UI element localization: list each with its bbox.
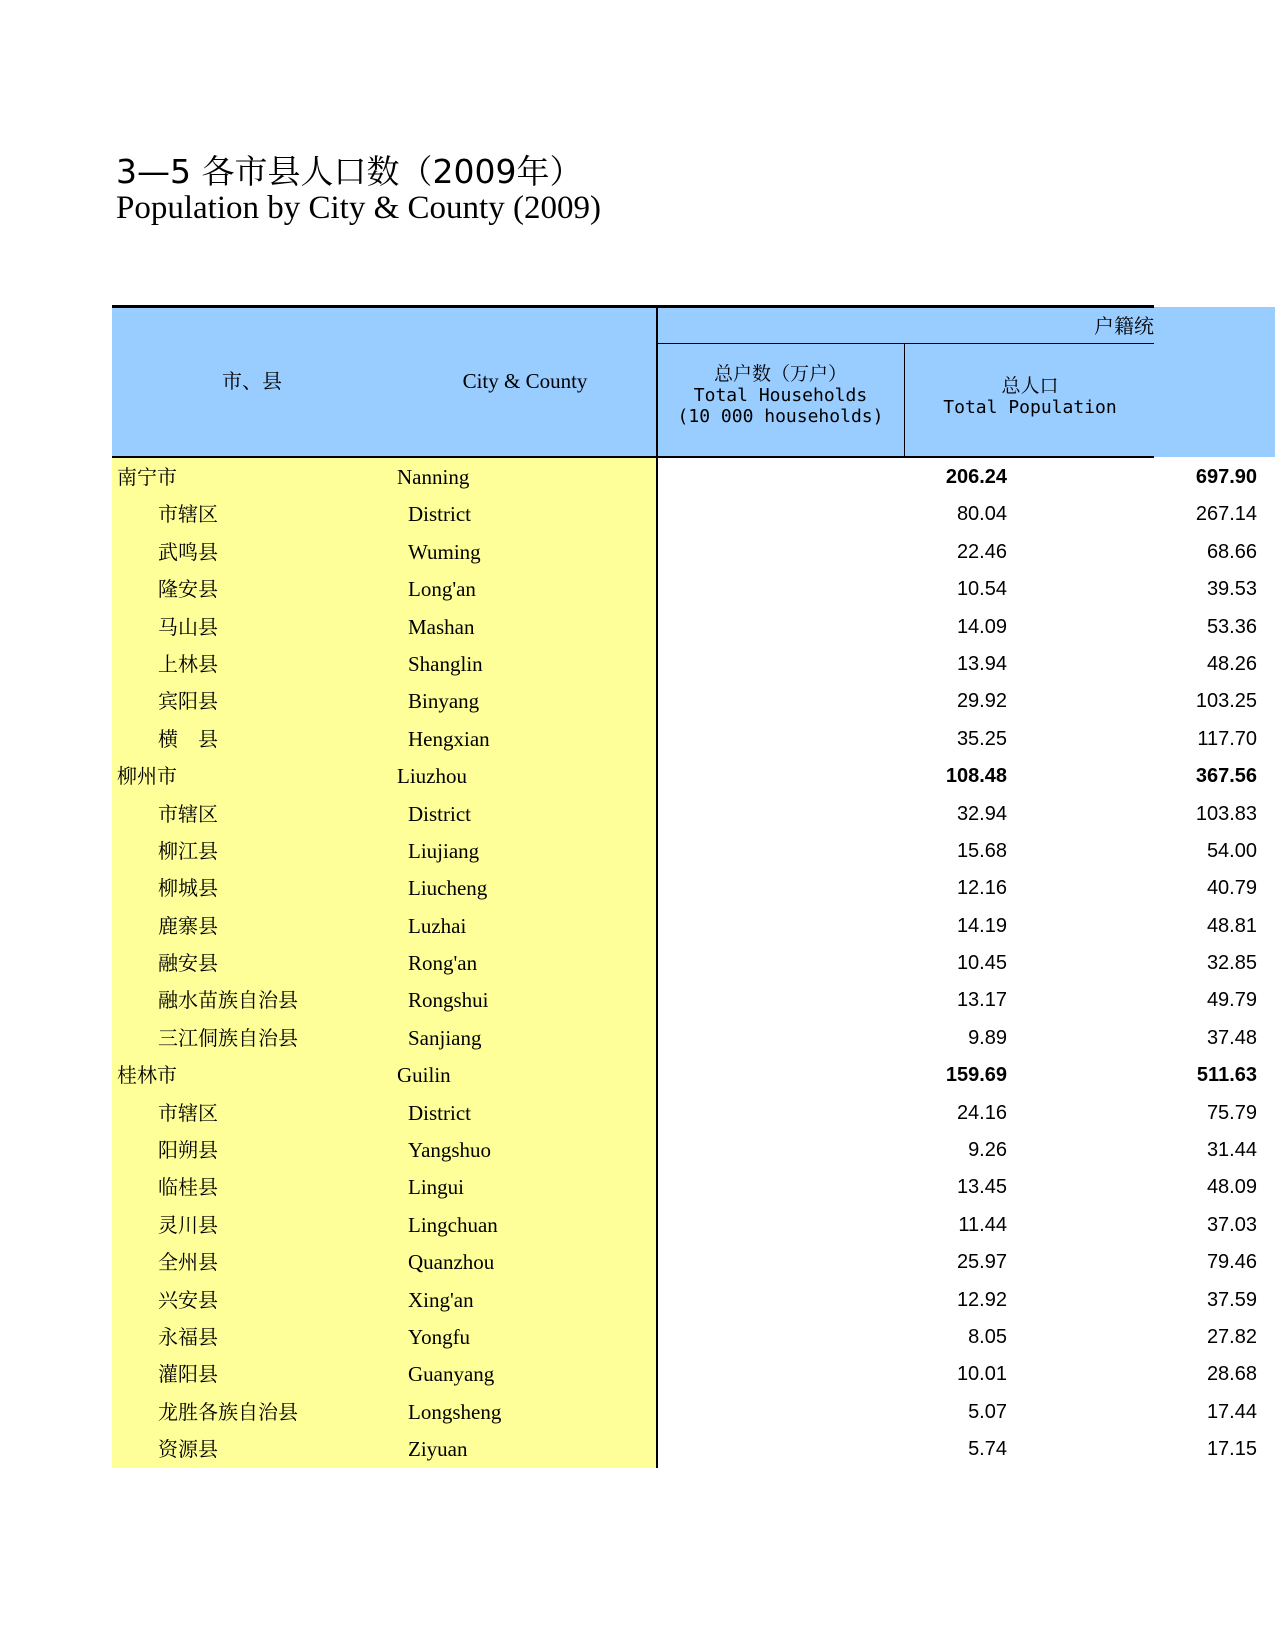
column-header-name-cn: 市、县 — [222, 369, 282, 393]
row-population: 31.44 — [1206, 1139, 1257, 1162]
row-name-en: Ziyuan — [408, 1437, 468, 1462]
table-row — [112, 1057, 1257, 1094]
row-households: 9.89 — [968, 1026, 1007, 1049]
row-name-cn: 灵川县 — [158, 1212, 218, 1237]
row-population: 54.00 — [1206, 839, 1257, 862]
row-households: 80.04 — [956, 503, 1007, 526]
row-name-en: Nanning — [397, 465, 470, 489]
row-population: 39.53 — [1206, 578, 1257, 601]
group-header-label: 户籍统 — [1094, 314, 1154, 338]
row-name-en: Longsheng — [408, 1399, 502, 1424]
row-name-cn: 马山县 — [158, 614, 218, 639]
row-name-en: Xing'an — [408, 1287, 474, 1312]
row-population: 17.15 — [1206, 1438, 1257, 1461]
table-row — [112, 1020, 1257, 1057]
row-population: 511.63 — [1196, 1064, 1257, 1087]
row-households: 9.26 — [968, 1139, 1007, 1162]
row-population: 48.81 — [1206, 914, 1257, 937]
row-population: 37.48 — [1206, 1026, 1257, 1049]
row-households: 8.05 — [968, 1325, 1007, 1348]
row-name-cn: 资源县 — [158, 1437, 218, 1462]
table-row — [112, 1282, 1257, 1319]
row-name-en: District — [408, 1100, 471, 1125]
row-households: 12.16 — [956, 877, 1007, 900]
row-population: 117.70 — [1197, 727, 1257, 750]
table-top-rule — [112, 305, 1154, 308]
row-households: 24.16 — [956, 1101, 1007, 1124]
row-population: 32.85 — [1206, 952, 1257, 975]
row-population: 37.59 — [1206, 1288, 1257, 1311]
table-row — [112, 758, 1257, 795]
population-header-en: Total Population — [943, 397, 1117, 418]
row-name-cn: 市辖区 — [158, 502, 218, 527]
table-row — [112, 1132, 1257, 1169]
row-population: 17.44 — [1206, 1400, 1257, 1423]
table-row — [112, 496, 1257, 533]
row-households: 5.07 — [968, 1400, 1007, 1423]
table-row — [112, 1095, 1257, 1132]
row-households: 10.01 — [956, 1363, 1007, 1386]
row-name-en: Shanglin — [408, 651, 483, 676]
row-name-en: Liujiang — [408, 838, 480, 863]
row-households: 22.46 — [956, 540, 1007, 563]
row-name-cn: 三江侗族自治县 — [158, 1025, 298, 1050]
table-body — [112, 459, 1257, 1469]
row-population: 27.82 — [1206, 1325, 1257, 1348]
row-households: 12.92 — [956, 1288, 1007, 1311]
row-population: 48.09 — [1206, 1176, 1257, 1199]
population-header-cn: 总人口 — [1001, 375, 1059, 397]
row-name-en: Binyang — [408, 689, 480, 714]
page-title-cn: 3—5 各市县人口数（2009年） — [116, 152, 583, 191]
row-name-cn: 灌阳县 — [158, 1362, 218, 1387]
table-row — [112, 1356, 1257, 1393]
row-households: 10.54 — [956, 578, 1007, 601]
row-households: 14.09 — [956, 615, 1007, 638]
table-row — [112, 646, 1257, 683]
households-header-unit: (10 000 households) — [677, 406, 884, 427]
row-population: 79.46 — [1206, 1251, 1257, 1274]
row-households: 25.97 — [956, 1251, 1007, 1274]
row-name-en: Hengxian — [408, 726, 490, 751]
row-households: 14.19 — [956, 914, 1007, 937]
row-name-cn: 隆安县 — [158, 577, 218, 602]
row-name-en: Liucheng — [408, 876, 488, 901]
column-header-population — [905, 376, 1155, 418]
row-name-cn: 融水苗族自治县 — [158, 988, 298, 1013]
row-name-en: Yongfu — [408, 1324, 471, 1349]
row-name-en: Guanyang — [408, 1362, 495, 1387]
households-header-en: Total Households — [693, 385, 868, 406]
row-name-en: District — [408, 801, 471, 826]
row-name-en: Luzhai — [408, 913, 467, 938]
row-name-cn: 上林县 — [158, 651, 218, 676]
row-name-cn: 桂林市 — [117, 1063, 177, 1088]
row-households: 32.94 — [956, 802, 1007, 825]
row-population: 367.56 — [1195, 765, 1257, 788]
table-row — [112, 1169, 1257, 1206]
table-row — [112, 982, 1257, 1019]
row-name-en: Wuming — [408, 539, 481, 564]
row-name-cn: 融安县 — [158, 951, 218, 976]
row-population: 75.79 — [1206, 1101, 1257, 1124]
row-households: 5.74 — [968, 1438, 1007, 1461]
table-row — [112, 571, 1257, 608]
table-row — [112, 908, 1257, 945]
row-population: 40.79 — [1206, 877, 1257, 900]
row-population: 49.79 — [1206, 989, 1257, 1012]
row-name-cn: 龙胜各族自治县 — [158, 1399, 298, 1424]
table-row — [112, 1244, 1257, 1281]
row-population: 697.90 — [1195, 466, 1257, 488]
row-population: 53.36 — [1206, 615, 1257, 638]
row-name-cn: 柳江县 — [158, 838, 218, 863]
table-row — [112, 1394, 1257, 1431]
row-population: 37.03 — [1206, 1213, 1257, 1236]
row-name-cn: 宾阳县 — [158, 689, 218, 714]
row-name-en: Rongshui — [408, 988, 489, 1013]
row-name-en: Mashan — [408, 614, 475, 639]
table-row — [112, 683, 1257, 720]
row-households: 206.24 — [945, 466, 1007, 488]
row-population: 267.14 — [1195, 503, 1257, 526]
row-name-en: Quanzhou — [408, 1250, 495, 1275]
row-households: 10.45 — [956, 952, 1007, 975]
page-title-en: Population by City & County (2009) — [116, 190, 601, 226]
row-population: 103.25 — [1195, 690, 1257, 713]
row-population: 28.68 — [1206, 1363, 1257, 1386]
row-households: 11.44 — [958, 1213, 1007, 1236]
table-row — [112, 1431, 1257, 1468]
table-row — [112, 870, 1257, 907]
table-row — [112, 945, 1257, 982]
table-row — [112, 796, 1257, 833]
row-population: 103.83 — [1195, 802, 1257, 825]
row-households: 35.25 — [956, 727, 1007, 750]
row-name-en: Rong'an — [408, 951, 478, 976]
column-header-name-en: City & County — [462, 369, 588, 393]
row-name-cn: 柳城县 — [158, 876, 218, 901]
row-name-cn: 柳州市 — [117, 764, 177, 789]
row-name-cn: 临桂县 — [158, 1175, 218, 1200]
table-row — [112, 721, 1257, 758]
row-population: 68.66 — [1206, 540, 1257, 563]
row-households: 15.68 — [956, 839, 1007, 862]
row-households: 108.48 — [945, 765, 1007, 788]
row-name-en: Guilin — [397, 1063, 451, 1088]
row-households: 13.45 — [956, 1176, 1007, 1199]
table-row — [112, 609, 1257, 646]
row-name-en: District — [408, 502, 471, 527]
table-row — [112, 459, 1257, 496]
row-name-en: Lingui — [408, 1175, 464, 1200]
row-households: 13.94 — [956, 652, 1007, 675]
row-population: 48.26 — [1206, 652, 1257, 675]
row-name-cn: 南宁市 — [117, 465, 177, 489]
column-header-households — [657, 364, 904, 427]
row-name-cn: 武鸣县 — [158, 539, 218, 564]
row-name-cn: 横 县 — [158, 726, 218, 751]
row-households: 29.92 — [956, 690, 1007, 713]
row-name-cn: 阳朔县 — [158, 1138, 218, 1163]
group-header-rule — [657, 343, 1154, 344]
table-row — [112, 1207, 1257, 1244]
row-name-cn: 全州县 — [158, 1250, 218, 1275]
table-row — [112, 833, 1257, 870]
row-name-cn: 市辖区 — [158, 801, 218, 826]
table-row — [112, 534, 1257, 571]
row-name-en: Yangshuo — [408, 1138, 492, 1163]
row-name-cn: 永福县 — [158, 1324, 218, 1349]
households-header-cn: 总户数（万户） — [713, 363, 847, 385]
row-name-en: Liuzhou — [397, 764, 467, 789]
row-name-en: Sanjiang — [408, 1025, 482, 1050]
header-bottom-rule — [112, 456, 1154, 458]
table-row — [112, 1319, 1257, 1356]
row-name-cn: 市辖区 — [158, 1100, 218, 1125]
row-name-cn: 兴安县 — [158, 1287, 218, 1312]
row-name-en: Long'an — [408, 577, 476, 602]
row-name-en: Lingchuan — [408, 1212, 498, 1237]
row-name-cn: 鹿寨县 — [158, 913, 218, 938]
row-households: 13.17 — [956, 989, 1007, 1012]
row-households: 159.69 — [945, 1064, 1007, 1087]
